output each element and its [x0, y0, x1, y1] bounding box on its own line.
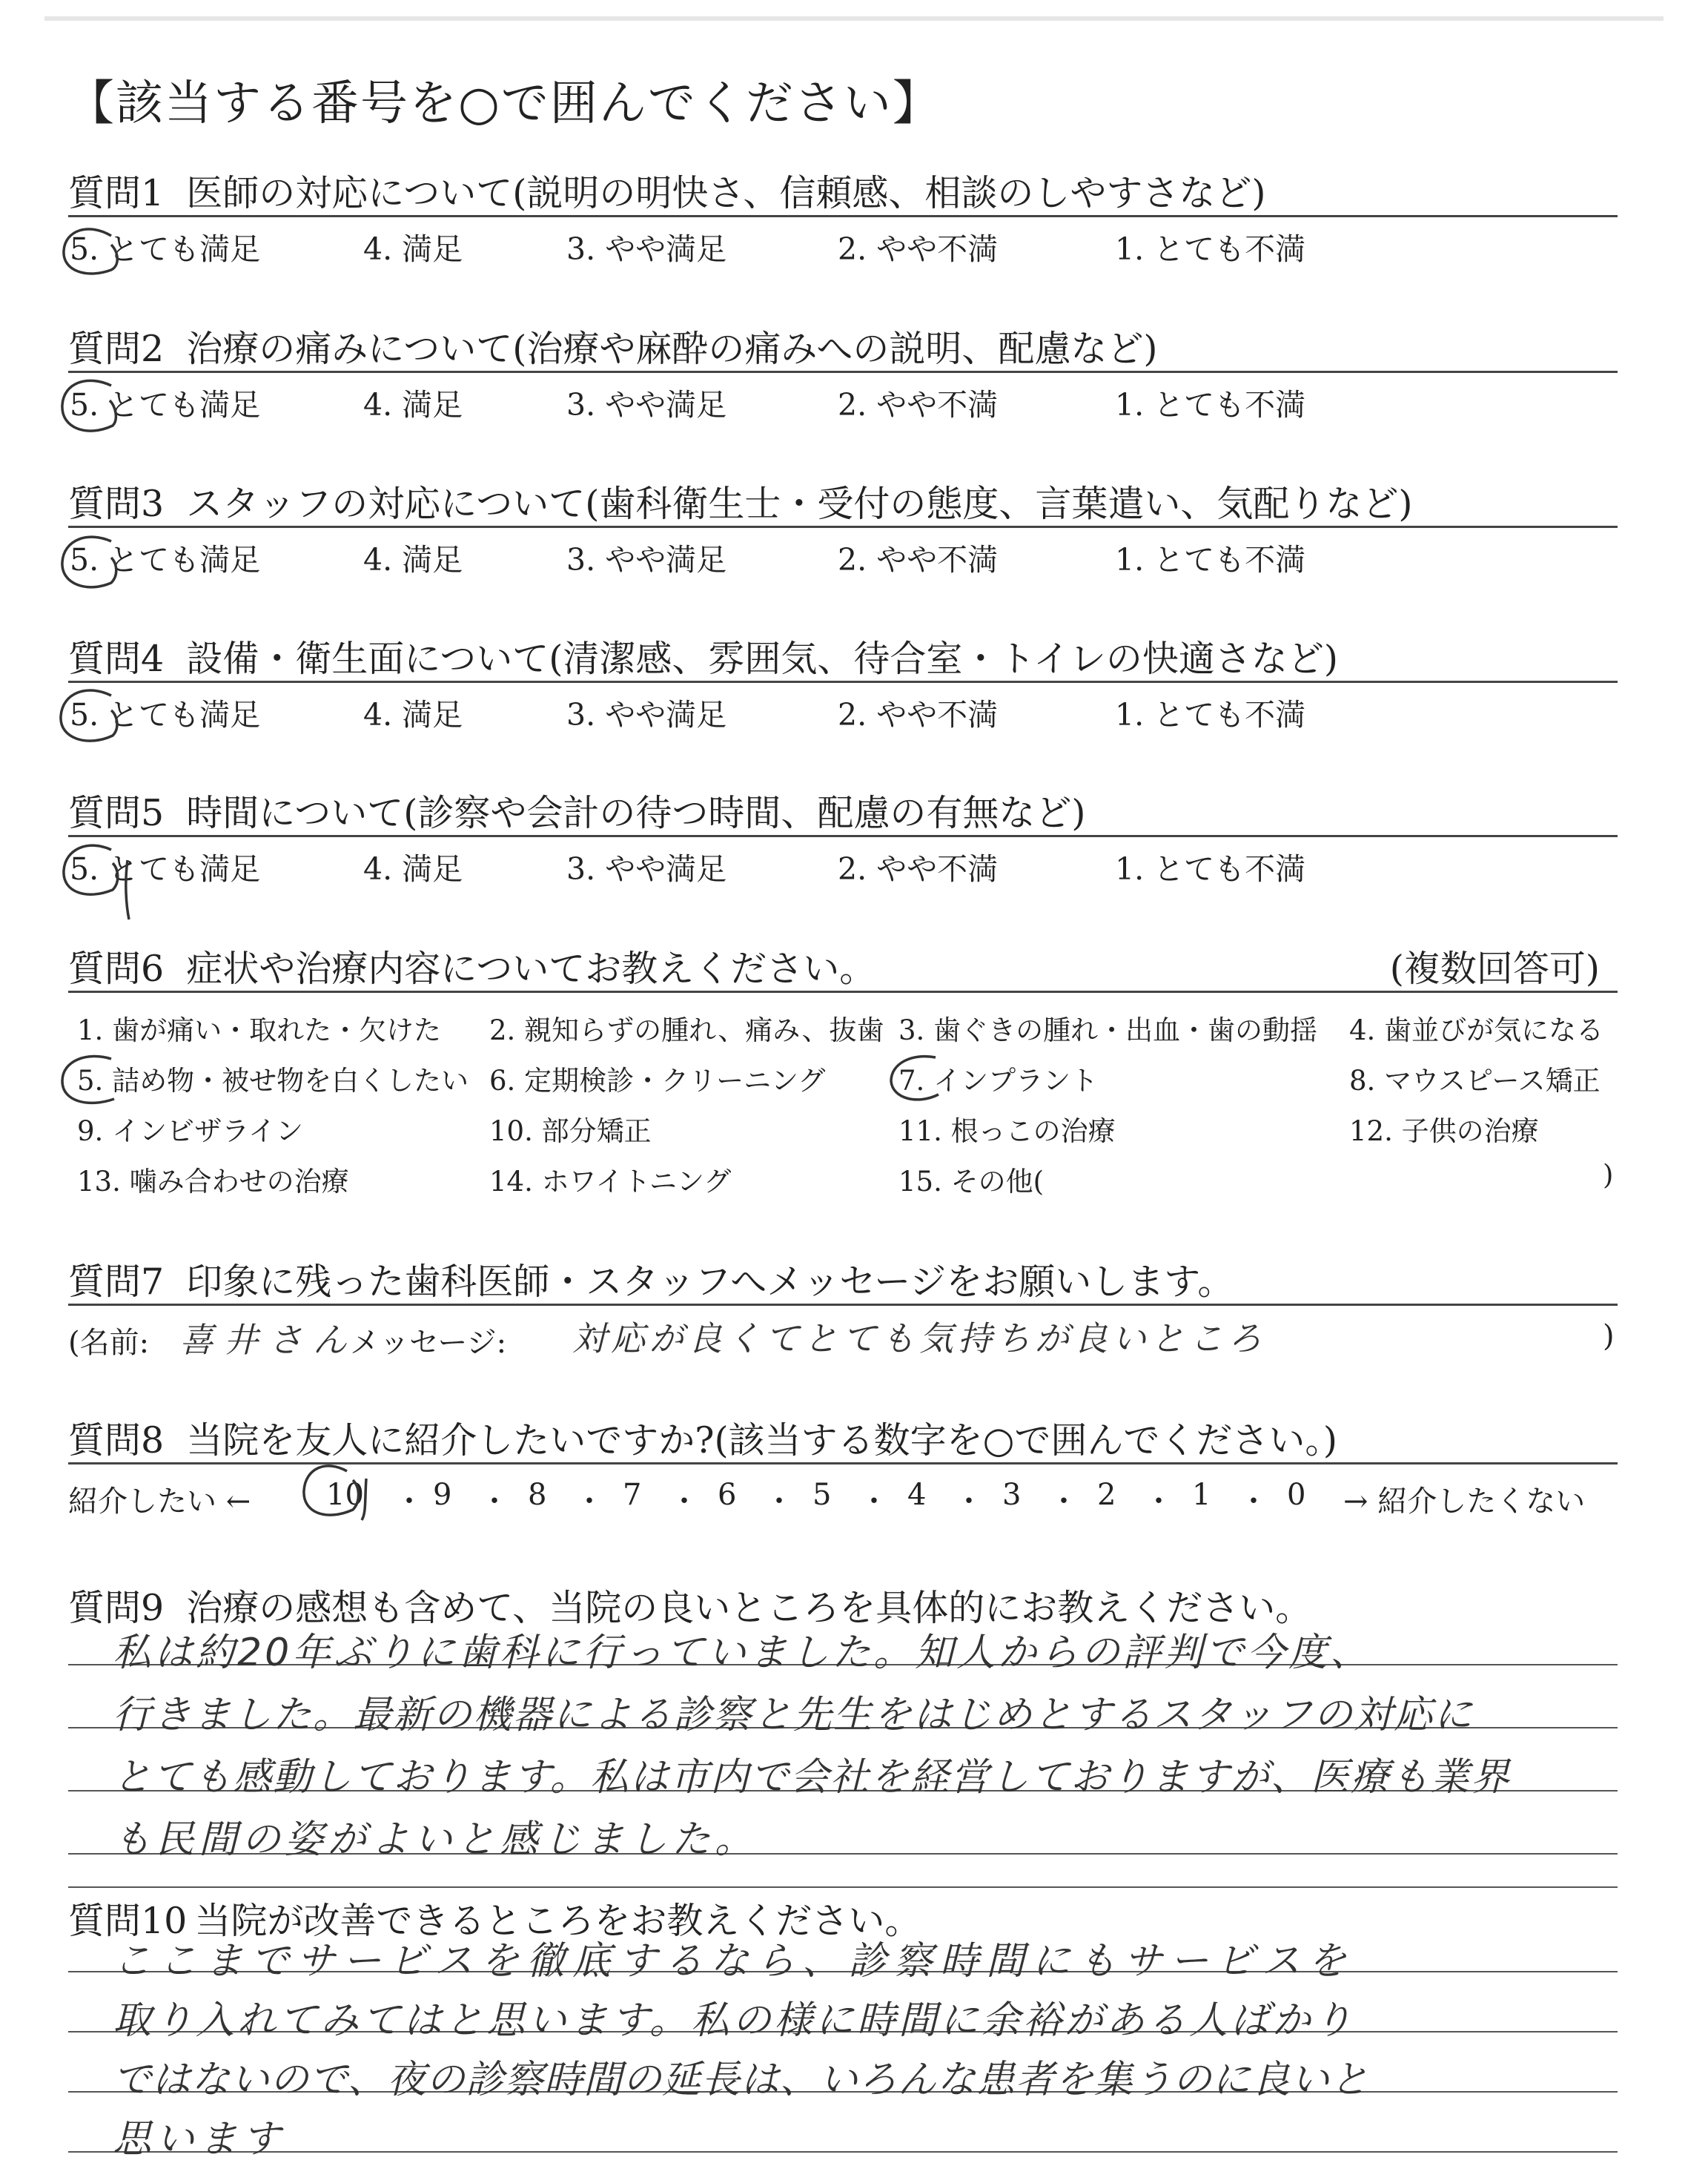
option-1[interactable]: 1. とても不満	[1115, 387, 1306, 423]
scale-9[interactable]: 9	[433, 1478, 452, 1512]
question-6	[68, 940, 1618, 1215]
scale-10[interactable]: 10	[326, 1478, 364, 1512]
scale-5[interactable]: 5	[812, 1478, 832, 1512]
question-7	[68, 1253, 1618, 1365]
option-2[interactable]: 2. やや不満	[838, 231, 999, 267]
option-4[interactable]: 4. 満足	[363, 542, 463, 578]
question-number: 質問10	[68, 1900, 188, 1942]
question-number: 質問2	[68, 328, 165, 370]
option-5[interactable]: 5. とても満足	[70, 542, 261, 578]
symptom-option-6[interactable]: 6. 定期検診・クリーニング	[489, 1065, 826, 1097]
other-close-paren: )	[1603, 1159, 1614, 1191]
question-8	[68, 1412, 1618, 1524]
option-5[interactable]: 5. とても満足	[70, 851, 261, 887]
question-number: 質問3	[68, 483, 165, 525]
option-5[interactable]: 5. とても満足	[70, 231, 261, 267]
rating-options	[68, 683, 1618, 735]
question-number: 質問5	[68, 792, 165, 834]
symptom-option-12[interactable]: 12. 子供の治療	[1349, 1115, 1539, 1147]
answer-line-4: も民間の姿がよいと感じました。	[113, 1817, 758, 1862]
question-9	[68, 1579, 1618, 1894]
question-3	[68, 475, 1618, 580]
option-3[interactable]: 3. やや満足	[566, 851, 727, 887]
symptom-option-10[interactable]: 10. 部分矯正	[489, 1115, 652, 1147]
scale-left-label: 紹介したい ←	[68, 1485, 251, 1519]
answer-area[interactable]	[68, 1627, 1618, 1894]
scale-7[interactable]: 7	[623, 1478, 642, 1512]
symptom-option-15[interactable]: 15. その他(	[898, 1166, 1045, 1198]
question-number: 質問1	[68, 172, 165, 214]
message-field[interactable]	[68, 1306, 1618, 1365]
answer-line-1: ここまでサービスを徹底するなら、診察時間にもサービスを	[113, 1939, 1354, 1984]
option-5[interactable]: 5. とても満足	[70, 387, 261, 423]
question-4	[68, 630, 1618, 735]
symptom-option-4[interactable]: 4. 歯並びが気になる	[1349, 1014, 1604, 1046]
option-4[interactable]: 4. 満足	[363, 697, 463, 733]
question-title: 治療の感想も含めて、当院の良いところを具体的にお教えください。	[186, 1587, 1312, 1629]
scale-2[interactable]: 2	[1097, 1478, 1116, 1512]
option-3[interactable]: 3. やや満足	[566, 387, 727, 423]
symptom-option-2[interactable]: 2. 親知らずの腫れ、痛み、抜歯	[489, 1014, 884, 1046]
scale-0[interactable]: 0	[1287, 1478, 1306, 1512]
option-1[interactable]: 1. とても不満	[1115, 697, 1306, 733]
symptom-option-11[interactable]: 11. 根っこの治療	[898, 1115, 1116, 1147]
option-2[interactable]: 2. やや不満	[838, 851, 999, 887]
answer-line-1: 私は約20年ぶりに歯科に行っていました。知人からの評判で今度、	[113, 1631, 1372, 1675]
symptom-option-14[interactable]: 14. ホワイトニング	[489, 1166, 732, 1198]
question-title: 当院が改善できるところをお教えください。	[194, 1900, 921, 1942]
scale-1[interactable]: 1	[1192, 1478, 1211, 1512]
question-title: 治療の痛みについて(治療や麻酔の痛みへの説明、配慮など)	[186, 328, 1158, 370]
rating-options	[68, 373, 1618, 425]
question-2	[68, 320, 1618, 425]
question-number: 質問8	[68, 1419, 165, 1462]
question-title: スタッフの対応について(歯科衛生士・受付の態度、言葉遣い、気配りなど)	[186, 483, 1413, 525]
question-title: 医師の対応について(説明の明快さ、信頼感、相談のしやすさなど)	[186, 172, 1266, 214]
symptom-option-5[interactable]: 5. 詰め物・被せ物を白くしたい	[77, 1065, 469, 1097]
question-5	[68, 785, 1618, 889]
option-3[interactable]: 3. やや満足	[566, 542, 727, 578]
question-title: 時間について(診察や会計の待つ時間、配慮の有無など)	[186, 792, 1086, 834]
symptom-option-3[interactable]: 3. 歯ぐきの腫れ・出血・歯の動揺	[898, 1014, 1318, 1046]
question-number: 質問7	[68, 1261, 165, 1303]
option-4[interactable]: 4. 満足	[363, 851, 463, 887]
option-4[interactable]: 4. 満足	[363, 231, 463, 267]
scale-6[interactable]: 6	[718, 1478, 737, 1512]
question-title: 当院を友人に紹介したいですか?(該当する数字を○で囲んでください。)	[186, 1419, 1337, 1462]
option-2[interactable]: 2. やや不満	[838, 697, 999, 733]
recommend-scale: 紹介したい ← 10 ・ 9 ・ 8 ・ 7 ・ 6 ・ 5 ・ 4 ・ 3 ・ 2 ・ 1 ・ 0 → 紹介したくない	[68, 1478, 1586, 1519]
top-border	[44, 16, 1664, 21]
symptom-options	[68, 993, 1618, 1215]
message-value: 対応が良くてとても気持ちが良いところ	[572, 1318, 1266, 1358]
answer-line-3: ではないので、夜の診察時間の延長は、いろんな患者を集うのに良いと	[113, 2058, 1369, 2102]
question-10	[68, 1892, 1618, 2162]
answer-line-2: 取り入れてみてはと思います。私の様に時間に余裕がある人ばかり	[113, 1998, 1355, 2043]
symptom-option-13[interactable]: 13. 噛み合わせの治療	[77, 1166, 349, 1198]
scale-3[interactable]: 3	[1002, 1478, 1022, 1512]
rating-options	[68, 217, 1618, 269]
option-5[interactable]: 5. とても満足	[70, 697, 261, 733]
scale-right-label: → 紹介したくない	[1343, 1485, 1586, 1519]
symptom-option-1[interactable]: 1. 歯が痛い・取れた・欠けた	[77, 1014, 442, 1046]
symptom-option-9[interactable]: 9. インビザライン	[77, 1115, 303, 1147]
scale-8[interactable]: 8	[528, 1478, 547, 1512]
scale-4[interactable]: 4	[907, 1478, 927, 1512]
symptom-option-7[interactable]: 7. インプラント	[898, 1065, 1099, 1097]
question-number: 質問6	[68, 948, 165, 990]
question-number: 質問9	[68, 1587, 165, 1629]
symptom-option-8[interactable]: 8. マウスピース矯正	[1349, 1065, 1601, 1097]
answer-area[interactable]	[68, 1940, 1618, 2162]
option-2[interactable]: 2. やや不満	[838, 542, 999, 578]
question-title: 設備・衛生面について(清潔感、雰囲気、待合室・トイレの快適さなど)	[186, 638, 1338, 680]
question-number: 質問4	[68, 638, 165, 680]
question-1	[68, 165, 1618, 269]
answer-line-3: とても感動しております。私は市内で会社を経営しておりますが、医療も業界	[113, 1755, 1511, 1800]
option-3[interactable]: 3. やや満足	[566, 231, 727, 267]
message-label: メッセージ:	[350, 1326, 507, 1360]
answer-line-4: 思います	[113, 2117, 285, 2162]
option-1[interactable]: 1. とても不満	[1115, 851, 1306, 887]
option-2[interactable]: 2. やや不満	[838, 387, 999, 423]
option-4[interactable]: 4. 満足	[363, 387, 463, 423]
rating-options	[68, 528, 1618, 580]
message-close-paren: )	[1603, 1319, 1615, 1353]
name-value: 喜井さん	[179, 1320, 357, 1360]
option-1[interactable]: 1. とても不満	[1115, 542, 1306, 578]
rating-options	[68, 837, 1618, 889]
option-1[interactable]: 1. とても不満	[1115, 231, 1306, 267]
question-title: 症状や治療内容についてお教えください。	[186, 948, 876, 990]
option-3[interactable]: 3. やや満足	[566, 697, 727, 733]
page-heading: 【該当する番号を○で囲んでください】	[67, 76, 941, 131]
answer-line-2: 行きました。最新の機器による診察と先生をはじめとするスタッフの対応に	[113, 1693, 1474, 1737]
name-label: (名前:	[68, 1326, 150, 1360]
question-title: 印象に残った歯科医師・スタッフへメッセージをお願いします。	[186, 1261, 1234, 1303]
multiple-answers-note: (複数回答可)	[1389, 948, 1600, 990]
